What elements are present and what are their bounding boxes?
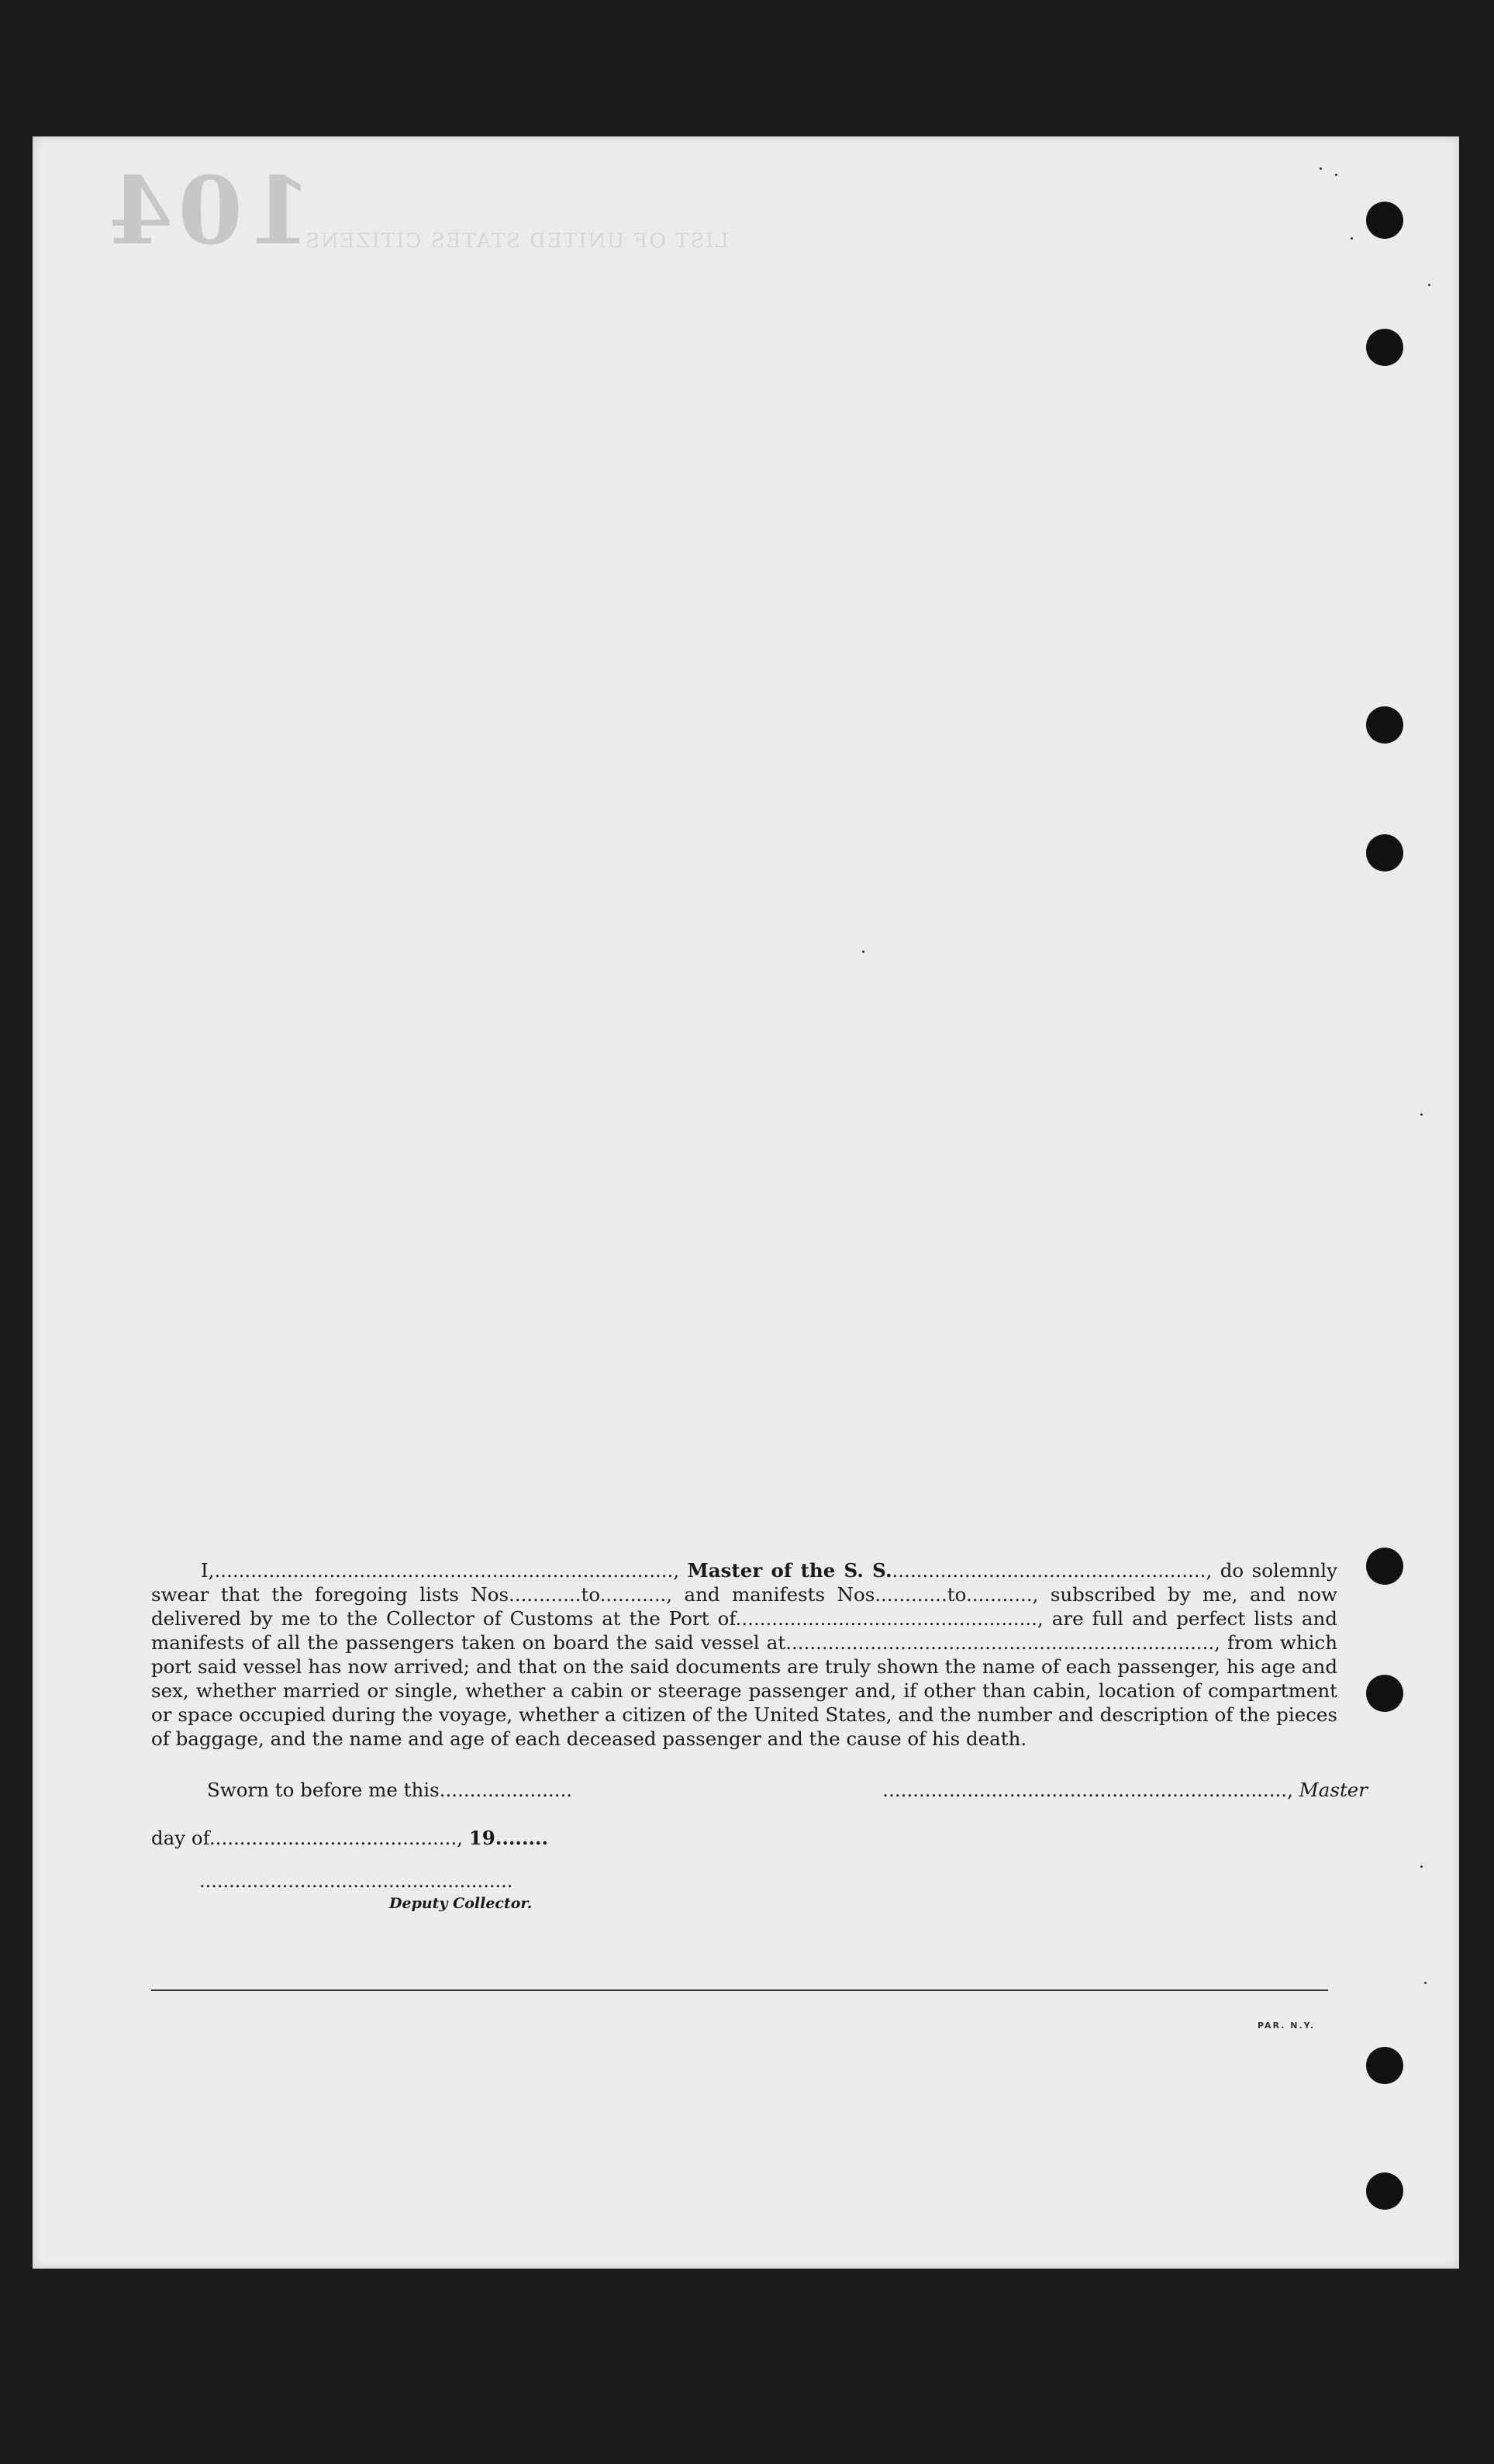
oath-body: , do solemnly swear that the foregoing lists Nos............to..........., and manifests Nos............to..........., subscribed by me, and now delivered by me to the Collector of Customs at the Port of.................................................., are full and perfect lists and manifests of all the passengers taken on board the said vessel at......................................................................., from which port said vessel has now arrived; and that on the said documents are truly shown the name of each passenger, his age and sex, whether married or single, whether a cabin or steerage passenger and, if other than cabin, location of compartment or space occupied during the voyage, whether a citizen of the United States, and the number and description of the pieces of baggage, and the name and age of each deceased passenger and the cause of his death. [151,1559,1337,1750]
scan-speck [862,951,864,953]
oath-master-label: Master of the S. S. [687,1559,892,1582]
punch-hole [1366,706,1403,744]
punch-hole [1366,2172,1403,2210]
punch-hole [1366,329,1403,366]
deputy-signature-line: ..................................................... [199,1870,513,1892]
oath-name-blank: ............................................................................, [214,1559,680,1582]
master-label: Master [1299,1779,1368,1801]
scan-speck [1420,1113,1423,1116]
master-signature [879,1779,1368,1801]
day-of-row [151,1827,548,1849]
scan-speck [1424,1982,1427,1984]
oath-intro: I, [201,1559,215,1582]
day-of-label: day of........................................., [151,1827,463,1849]
bottom-rule [151,1989,1328,1991]
sworn-before-label: Sworn to before me this...................... [207,1779,573,1801]
master-signature-line: ..................................................................., [882,1779,1293,1801]
scan-speck [1420,1865,1423,1868]
punch-hole [1366,1675,1403,1712]
scan-speck [1428,284,1430,286]
printer-mark: PAR. N.Y. [1258,2021,1315,2031]
oath-paragraph [151,1558,1337,1751]
punch-hole [1366,834,1403,871]
oath-ship-blank: .................................................... [892,1559,1206,1582]
scan-speck [1335,174,1337,176]
year-label: 19........ [468,1827,549,1849]
punch-hole [1366,1548,1403,1585]
punch-hole [1366,2047,1403,2084]
scan-speck [1351,237,1353,240]
document-page [33,136,1459,2269]
scan-speck [1320,167,1322,170]
bleed-through-heading: LIST OF UNITED STATES CITIZENS [304,229,729,253]
bleed-through-page-number: 104 [104,157,312,266]
punch-hole [1366,202,1403,239]
deputy-collector-label: Deputy Collector. [389,1895,533,1912]
